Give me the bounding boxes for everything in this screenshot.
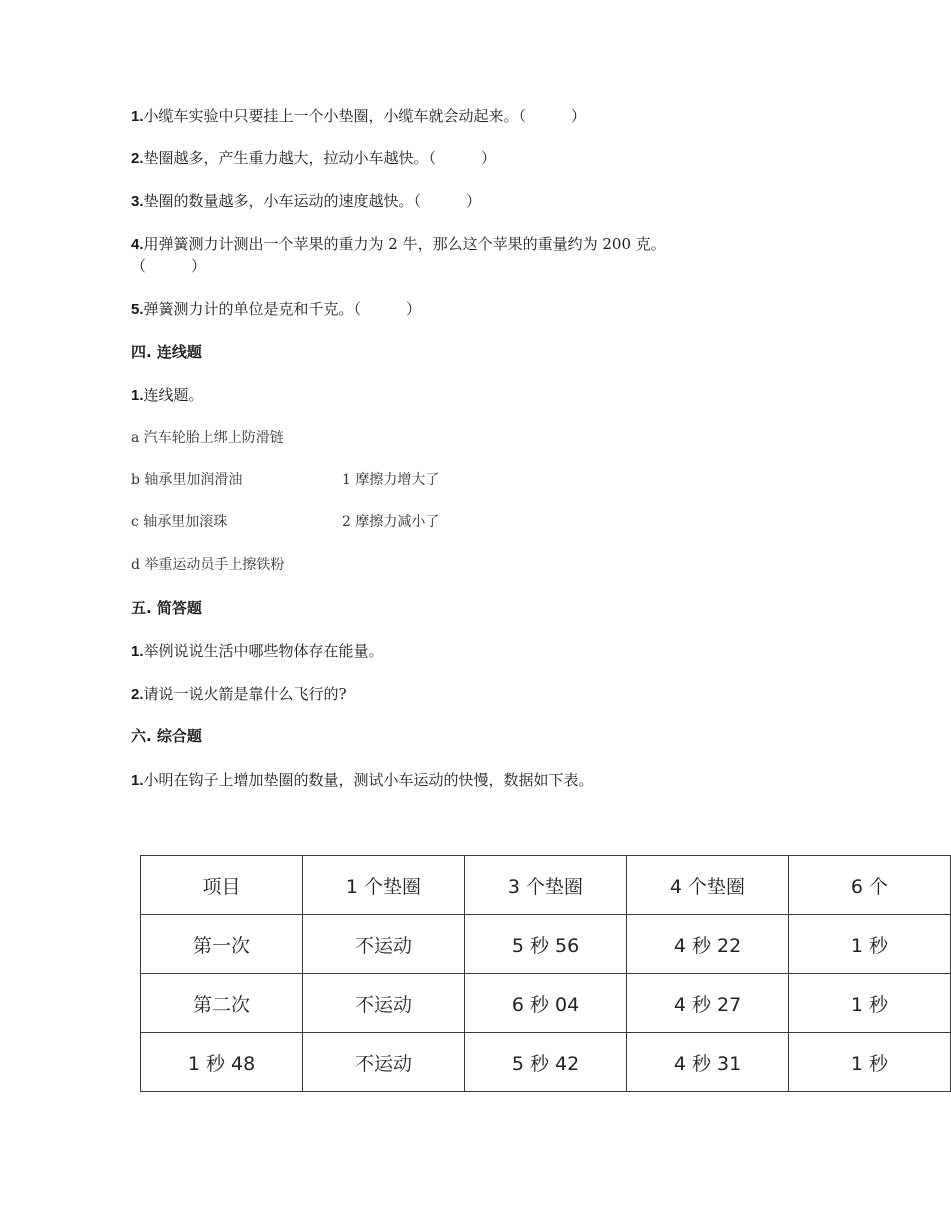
- table-row: [141, 1033, 951, 1092]
- answer-blank: （ ）: [131, 257, 207, 275]
- table-cell: 不运动: [303, 1033, 465, 1092]
- question-number: 1.: [131, 772, 144, 789]
- section-heading-matching: 四. 连线题: [131, 343, 202, 361]
- question-text: 小缆车实验中只要挂上一个小垫圈，小缆车就会动起来。（ ）: [143, 107, 587, 125]
- table-cell: 1 秒 48: [141, 1033, 303, 1092]
- question-text: 用弹簧测力计测出一个苹果的重力为 2 牛，那么这个苹果的重量约为 200 克。: [143, 235, 666, 253]
- table-row: [141, 915, 951, 974]
- question-number: 3.: [131, 193, 144, 210]
- comprehensive-question-1: [131, 770, 594, 791]
- table-cell: 5 秒 42: [465, 1033, 627, 1092]
- match-left-item-d: d 举重运动员手上擦铁粉: [131, 557, 285, 573]
- table-cell: 4 秒 27: [627, 974, 789, 1033]
- question-2: [131, 148, 496, 169]
- question-5: [131, 299, 421, 320]
- question-text: 举例说说生活中哪些物体存在能量。: [143, 642, 384, 660]
- data-table: [140, 855, 951, 1092]
- table-cell: 4 秒 31: [627, 1033, 789, 1092]
- table-header-row: [141, 856, 951, 915]
- table-header-cell: 1 个垫圈: [303, 856, 465, 915]
- question-number: 2.: [131, 686, 144, 703]
- table-cell: 1 秒: [789, 974, 951, 1033]
- question-4: [131, 234, 666, 255]
- table-header-cell: 3 个垫圈: [465, 856, 627, 915]
- short-answer-question-1: [131, 641, 384, 662]
- question-number: 1.: [131, 108, 144, 125]
- table-cell: 不运动: [303, 974, 465, 1033]
- short-answer-question-2: [131, 684, 347, 705]
- data-table-container: [140, 855, 889, 1097]
- match-right-item-1: 1 摩擦力增大了: [342, 472, 440, 488]
- table-cell: 1 秒: [789, 915, 951, 974]
- match-left-item-a: a 汽车轮胎上绑上防滑链: [131, 430, 284, 446]
- question-text: 弹簧测力计的单位是克和千克。（ ）: [143, 300, 422, 318]
- table-cell: 5 秒 56: [465, 915, 627, 974]
- table-cell: 1 秒: [789, 1033, 951, 1092]
- table-cell: 4 秒 22: [627, 915, 789, 974]
- question-text: 垫圈越多，产生重力越大，拉动小车越快。（ ）: [143, 149, 497, 167]
- question-text: 连线题。: [143, 386, 204, 404]
- table-header-cell: 4 个垫圈: [627, 856, 789, 915]
- question-number: 4.: [131, 236, 144, 253]
- matching-question: [131, 385, 204, 406]
- table-row: [141, 974, 951, 1033]
- match-right-item-2: 2 摩擦力减小了: [342, 514, 440, 530]
- table-cell: 不运动: [303, 915, 465, 974]
- question-text: 垫圈的数量越多，小车运动的速度越快。（ ）: [143, 192, 482, 210]
- question-number: 1.: [131, 643, 144, 660]
- question-1: [131, 106, 586, 127]
- question-number: 5.: [131, 301, 144, 318]
- table-header-cell: 项目: [141, 856, 303, 915]
- section-heading-short-answer: 五. 简答题: [131, 599, 202, 617]
- question-number: 1.: [131, 387, 144, 404]
- question-text: 小明在钩子上增加垫圈的数量，测试小车运动的快慢，数据如下表。: [143, 771, 594, 789]
- table-cell: 第一次: [141, 915, 303, 974]
- table-cell: 第二次: [141, 974, 303, 1033]
- table-header-cell: 6 个: [789, 856, 951, 915]
- table-cell: 6 秒 04: [465, 974, 627, 1033]
- match-left-item-b: b 轴承里加润滑油: [131, 472, 243, 488]
- question-4-continuation: [131, 256, 206, 276]
- question-3: [131, 191, 481, 212]
- section-heading-comprehensive: 六. 综合题: [131, 727, 202, 745]
- question-text: 请说一说火箭是靠什么飞行的?: [143, 685, 347, 703]
- question-number: 2.: [131, 150, 144, 167]
- match-left-item-c: c 轴承里加滚珠: [131, 514, 228, 530]
